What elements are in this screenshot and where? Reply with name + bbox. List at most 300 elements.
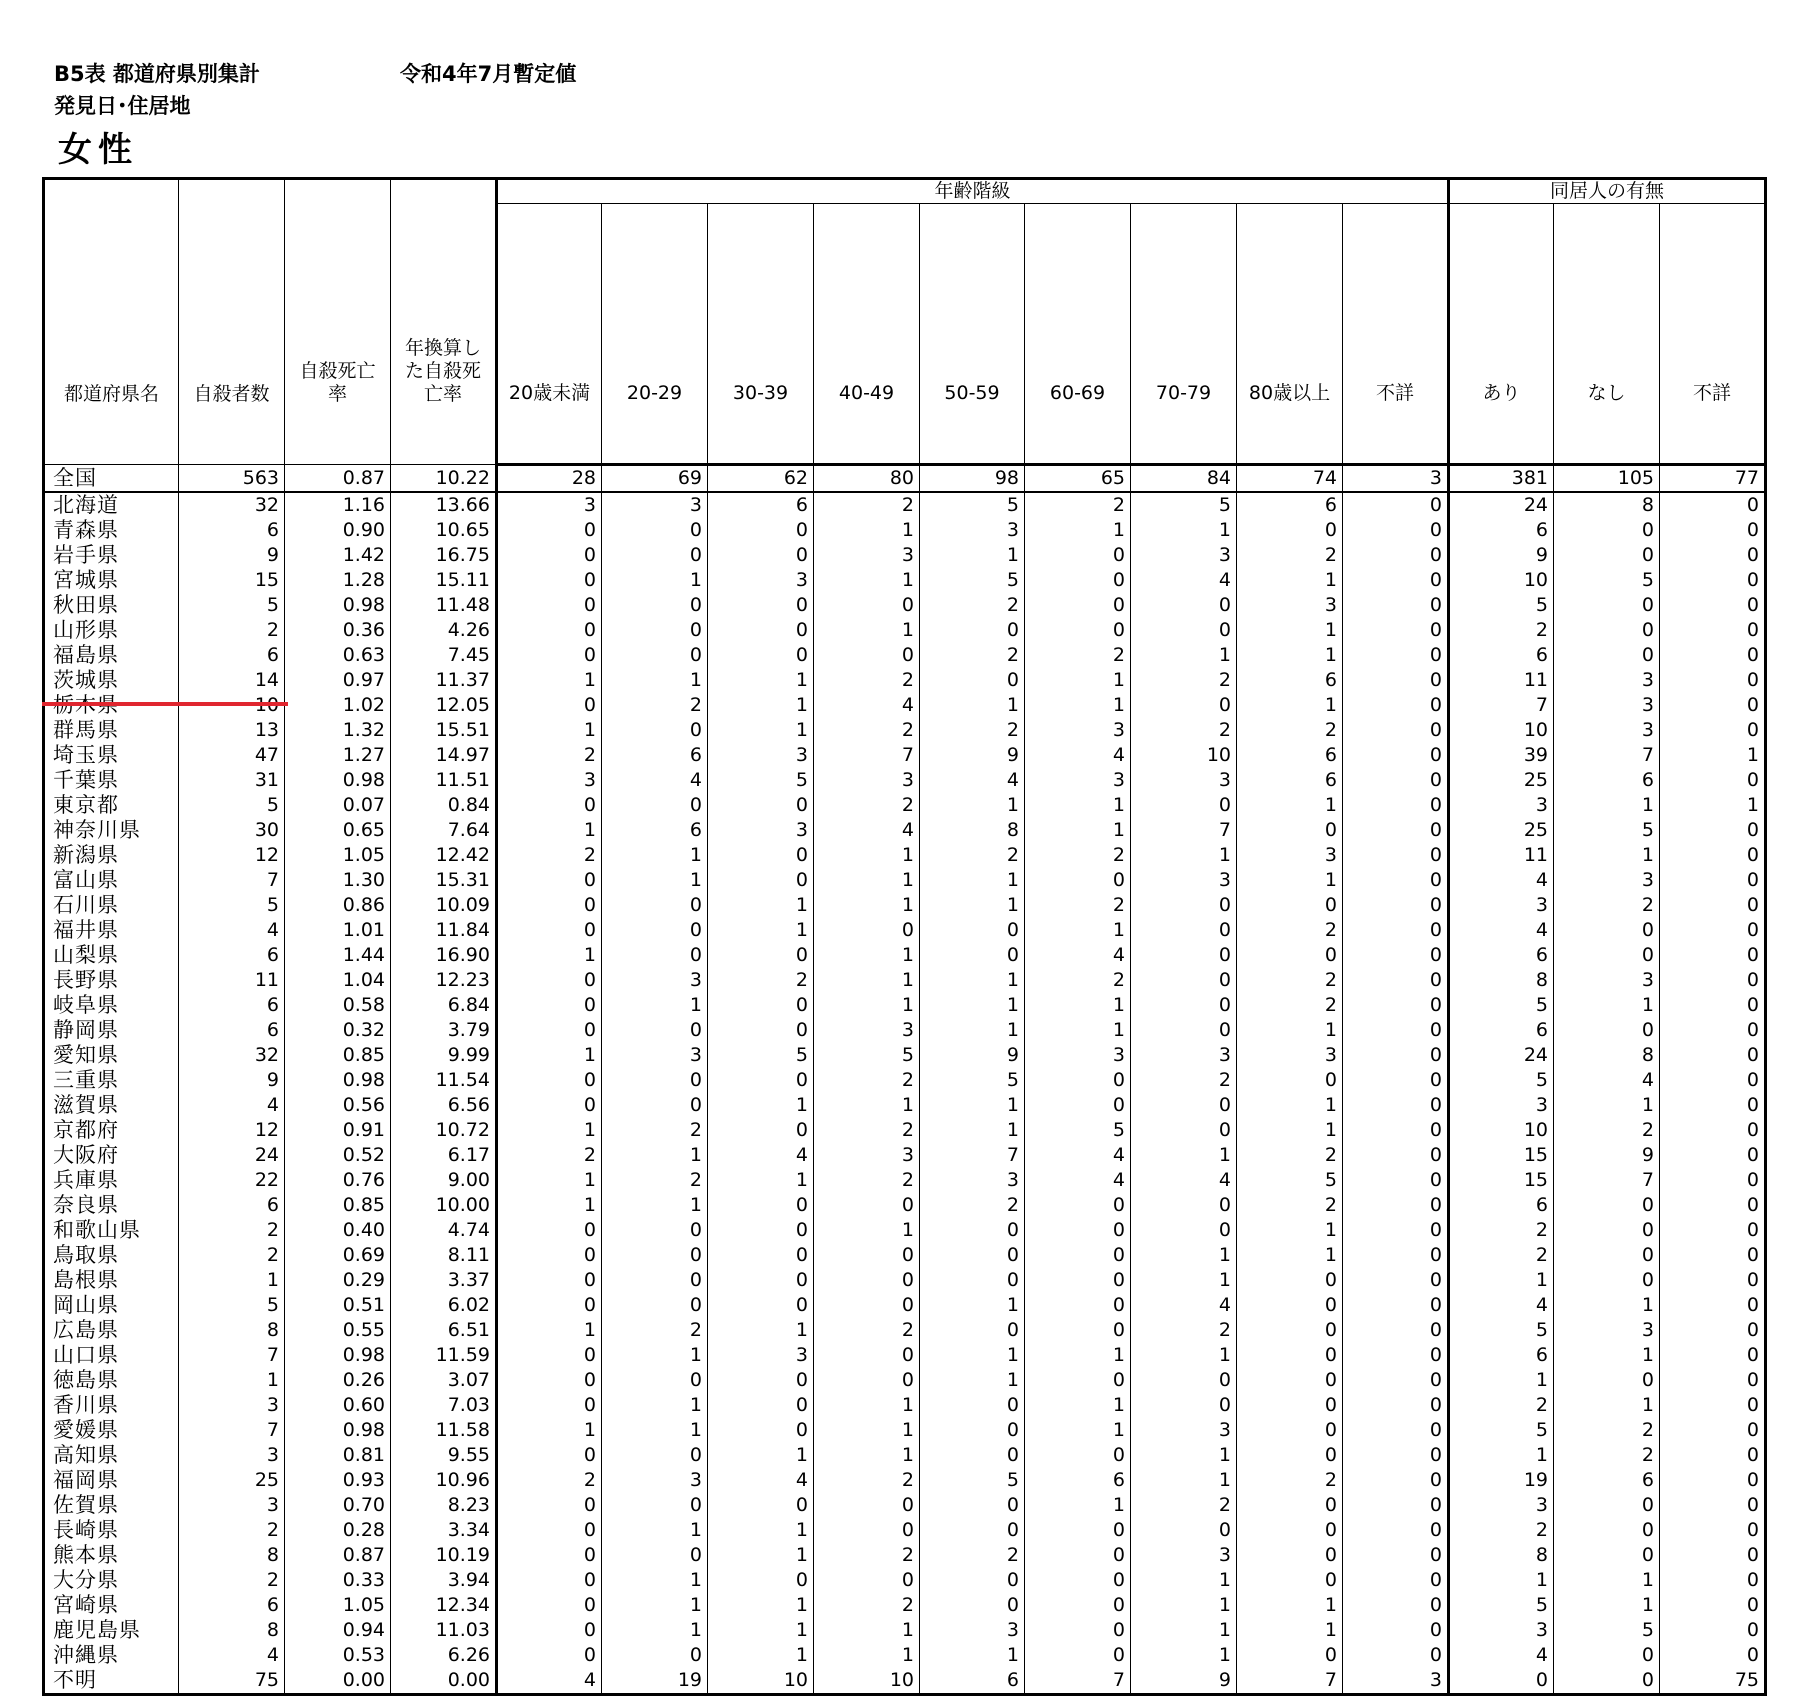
table-cell: 3	[497, 768, 602, 793]
table-cell: 2	[1025, 893, 1131, 918]
table-cell: 0	[1554, 543, 1660, 568]
table-row	[44, 568, 1766, 593]
prefecture-name: 徳島県	[44, 1368, 179, 1393]
table-cell: 1	[1554, 843, 1660, 868]
table-cell: 0.90	[285, 518, 391, 543]
table-cell: 0	[1660, 893, 1766, 918]
table-cell: 2	[602, 693, 708, 718]
table-cell: 0	[602, 1093, 708, 1118]
table-cell: 3	[1025, 1043, 1131, 1068]
table-cell: 0	[1131, 1393, 1237, 1418]
table-cell: 1	[708, 1318, 814, 1343]
prefecture-table	[42, 177, 1767, 1696]
table-cell: 0	[1660, 1243, 1766, 1268]
table-cell: 1	[1449, 1368, 1554, 1393]
table-cell: 6	[1449, 518, 1554, 543]
table-cell: 0	[1660, 1143, 1766, 1168]
table-cell: 0	[814, 1568, 920, 1593]
table-row	[44, 1518, 1766, 1543]
table-cell: 0	[497, 1268, 602, 1293]
table-cell: 0.33	[285, 1568, 391, 1593]
table-cell: 6.51	[391, 1318, 497, 1343]
table-cell: 19	[1449, 1468, 1554, 1493]
table-cell: 19	[602, 1668, 708, 1695]
table-cell: 0.28	[285, 1518, 391, 1543]
table-cell: 11.84	[391, 918, 497, 943]
table-cell: 3	[1554, 693, 1660, 718]
table-cell: 0	[1131, 943, 1237, 968]
table-cell: 10.65	[391, 518, 497, 543]
table-cell: 0	[920, 1443, 1025, 1468]
table-cell: 0	[1131, 1518, 1237, 1543]
table-cell: 0	[1343, 1268, 1449, 1293]
table-cell: 0	[1554, 618, 1660, 643]
table-cell: 3	[920, 1168, 1025, 1193]
table-cell: 2	[1025, 643, 1131, 668]
period-label: 令和4年7月暫定値	[400, 62, 577, 86]
table-cell: 0	[1660, 1368, 1766, 1393]
table-cell: 3.94	[391, 1568, 497, 1593]
table-cell: 4	[708, 1468, 814, 1493]
table-cell: 0	[602, 543, 708, 568]
table-cell: 15	[1449, 1168, 1554, 1193]
table-cell: 1	[1237, 793, 1343, 818]
table-cell: 1	[1025, 793, 1131, 818]
prefecture-name: 大分県	[44, 1568, 179, 1593]
table-cell: 2	[1554, 893, 1660, 918]
table-cell: 0	[814, 593, 920, 618]
table-cell: 10.00	[391, 1193, 497, 1218]
header-annual-rate-text: 年換算した自殺死亡率	[404, 337, 481, 405]
table-cell: 0.69	[285, 1243, 391, 1268]
table-cell: 0.60	[285, 1393, 391, 1418]
table-cell: 3	[1131, 768, 1237, 793]
table-cell: 0	[1343, 968, 1449, 993]
table-cell: 0	[602, 718, 708, 743]
table-cell: 1	[602, 1193, 708, 1218]
table-cell: 0	[1343, 1293, 1449, 1318]
table-cell: 3.07	[391, 1368, 497, 1393]
table-cell: 0	[1660, 1418, 1766, 1443]
table-cell: 7	[1131, 818, 1237, 843]
table-cell: 32	[179, 1043, 285, 1068]
prefecture-name: 京都府	[44, 1118, 179, 1143]
table-cell: 0.63	[285, 643, 391, 668]
table-cell: 4.26	[391, 618, 497, 643]
prefecture-name: 香川県	[44, 1393, 179, 1418]
table-row	[44, 693, 1766, 718]
table-cell: 0	[920, 1418, 1025, 1443]
table-cell: 0	[1343, 768, 1449, 793]
table-cell: 1	[497, 668, 602, 693]
table-cell: 0	[1554, 1543, 1660, 1568]
table-cell: 1	[920, 1343, 1025, 1368]
header-age-7: 80歳以上	[1237, 204, 1343, 465]
table-row	[44, 1118, 1766, 1143]
table-cell: 2	[602, 1118, 708, 1143]
table-cell: 0	[1025, 1593, 1131, 1618]
table-cell: 0	[1343, 843, 1449, 868]
table-cell: 84	[1131, 465, 1237, 493]
table-cell: 3	[708, 743, 814, 768]
prefecture-name: 不明	[44, 1668, 179, 1695]
table-cell: 0.29	[285, 1268, 391, 1293]
table-cell: 1	[602, 1568, 708, 1593]
header-prefecture: 都道府県名	[44, 179, 179, 465]
table-cell: 6	[602, 818, 708, 843]
table-cell: 11.48	[391, 593, 497, 618]
table-cell: 0.94	[285, 1618, 391, 1643]
table-cell: 0	[920, 1243, 1025, 1268]
table-cell: 11	[1449, 843, 1554, 868]
table-cell: 3	[602, 492, 708, 518]
table-cell: 4	[179, 1643, 285, 1668]
table-cell: 1	[1449, 1443, 1554, 1468]
table-cell: 6.56	[391, 1093, 497, 1118]
table-row	[44, 893, 1766, 918]
table-cell: 1	[1131, 1343, 1237, 1368]
table-cell: 1	[1237, 1118, 1343, 1143]
table-cell: 6	[1449, 1193, 1554, 1218]
table-cell: 0	[497, 1518, 602, 1543]
table-cell: 0	[1237, 1068, 1343, 1093]
table-cell: 7	[1449, 693, 1554, 718]
table-cell: 4	[1449, 1643, 1554, 1668]
table-cell: 0	[497, 568, 602, 593]
table-cell: 0	[497, 1443, 602, 1468]
table-cell: 3	[708, 568, 814, 593]
table-cell: 4	[1449, 918, 1554, 943]
table-cell: 0	[602, 918, 708, 943]
prefecture-name: 福島県	[44, 643, 179, 668]
table-cell: 0.53	[285, 1643, 391, 1668]
table-cell: 5	[708, 1043, 814, 1068]
table-cell: 6	[179, 993, 285, 1018]
table-cell: 1	[708, 1543, 814, 1568]
prefecture-name: 宮崎県	[44, 1593, 179, 1618]
table-cell: 0	[1131, 593, 1237, 618]
prefecture-name: 北海道	[44, 492, 179, 518]
table-cell: 0	[708, 1218, 814, 1243]
table-cell: 0	[1554, 1493, 1660, 1518]
table-cell: 0	[497, 993, 602, 1018]
table-cell: 24	[1449, 492, 1554, 518]
table-cell: 1	[708, 893, 814, 918]
table-cell: 0.52	[285, 1143, 391, 1168]
table-cell: 1	[814, 1418, 920, 1443]
table-cell: 9.00	[391, 1168, 497, 1193]
prefecture-name: 佐賀県	[44, 1493, 179, 1518]
table-cell: 105	[1554, 465, 1660, 493]
table-cell: 0.87	[285, 1543, 391, 1568]
table-cell: 10	[1449, 718, 1554, 743]
table-row	[44, 1243, 1766, 1268]
table-cell: 9	[179, 1068, 285, 1093]
table-cell: 3	[1449, 1618, 1554, 1643]
table-cell: 9	[920, 1043, 1025, 1068]
table-cell: 25	[179, 1468, 285, 1493]
table-cell: 1	[708, 1643, 814, 1668]
header-age-2: 30-39	[708, 204, 814, 465]
table-cell: 1	[1025, 993, 1131, 1018]
table-cell: 0	[1660, 1318, 1766, 1343]
table-cell: 1	[1554, 1568, 1660, 1593]
table-cell: 0	[1131, 618, 1237, 643]
table-cell: 7	[920, 1143, 1025, 1168]
table-cell: 0.85	[285, 1193, 391, 1218]
prefecture-name: 鹿児島県	[44, 1618, 179, 1643]
table-cell: 0	[814, 1518, 920, 1543]
table-cell: 6	[1237, 668, 1343, 693]
table-cell: 0	[1660, 1093, 1766, 1118]
table-cell: 0	[497, 968, 602, 993]
table-cell: 12	[179, 843, 285, 868]
header-age-0: 20歳未満	[497, 204, 602, 465]
prefecture-name: 千葉県	[44, 768, 179, 793]
table-cell: 5	[1449, 593, 1554, 618]
table-cell: 1	[497, 1318, 602, 1343]
table-cell: 0	[814, 1268, 920, 1293]
table-cell: 0	[708, 593, 814, 618]
table-cell: 2	[814, 1593, 920, 1618]
table-cell: 8	[1449, 968, 1554, 993]
table-cell: 0	[602, 518, 708, 543]
prefecture-name: 鳥取県	[44, 1243, 179, 1268]
table-cell: 2	[1237, 718, 1343, 743]
table-cell: 0	[1025, 543, 1131, 568]
table-cell: 0	[602, 1243, 708, 1268]
table-cell: 0	[1660, 593, 1766, 618]
table-cell: 0	[1131, 1093, 1237, 1118]
table-cell: 5	[179, 593, 285, 618]
table-cell: 6	[1449, 943, 1554, 968]
table-cell: 0	[1660, 718, 1766, 743]
header-cohab-2: 不詳	[1660, 204, 1766, 465]
prefecture-name: 東京都	[44, 793, 179, 818]
table-cell: 1	[1131, 1593, 1237, 1618]
table-cell: 1	[1237, 1018, 1343, 1043]
table-cell: 1	[814, 568, 920, 593]
prefecture-name: 山形県	[44, 618, 179, 643]
table-cell: 1	[1660, 743, 1766, 768]
table-cell: 0	[602, 793, 708, 818]
table-cell: 12.42	[391, 843, 497, 868]
table-cell: 0	[602, 1643, 708, 1668]
table-row	[44, 918, 1766, 943]
table-cell: 8	[920, 818, 1025, 843]
table-cell: 0	[920, 943, 1025, 968]
table-cell: 0	[1660, 1593, 1766, 1618]
table-cell: 3	[1131, 543, 1237, 568]
table-row	[44, 1018, 1766, 1043]
table-cell: 31	[179, 768, 285, 793]
table-cell: 11.59	[391, 1343, 497, 1368]
table-cell: 0	[497, 693, 602, 718]
table-cell: 0.36	[285, 618, 391, 643]
table-cell: 0	[708, 1243, 814, 1268]
prefecture-name: 青森県	[44, 518, 179, 543]
table-cell: 4	[920, 768, 1025, 793]
table-cell: 1	[1131, 1443, 1237, 1468]
table-cell: 0	[497, 1643, 602, 1668]
table-cell: 1	[1025, 1393, 1131, 1418]
table-cell: 6	[920, 1668, 1025, 1695]
table-cell: 0	[1343, 1343, 1449, 1368]
table-cell: 0	[1554, 1218, 1660, 1243]
table-cell: 11.03	[391, 1618, 497, 1643]
table-cell: 5	[1449, 1318, 1554, 1343]
table-cell: 0	[497, 1343, 602, 1368]
table-cell: 1	[1237, 568, 1343, 593]
table-cell: 8	[1554, 1043, 1660, 1068]
table-cell: 1	[1131, 843, 1237, 868]
table-cell: 13	[179, 718, 285, 743]
table-cell: 2	[814, 1468, 920, 1493]
table-cell: 1	[497, 1193, 602, 1218]
table-cell: 0	[1131, 1368, 1237, 1393]
table-cell: 0	[1343, 943, 1449, 968]
table-cell: 0	[708, 618, 814, 643]
table-cell: 0	[1660, 543, 1766, 568]
table-cell: 2	[1237, 1468, 1343, 1493]
table-cell: 2	[814, 1318, 920, 1343]
table-cell: 0	[602, 1218, 708, 1243]
table-cell: 0	[1660, 568, 1766, 593]
table-cell: 1.01	[285, 918, 391, 943]
table-cell: 1.32	[285, 718, 391, 743]
table-cell: 75	[179, 1668, 285, 1695]
table-cell: 0.93	[285, 1468, 391, 1493]
table-cell: 2	[1449, 1518, 1554, 1543]
table-cell: 0	[1343, 693, 1449, 718]
table-cell: 0.07	[285, 793, 391, 818]
table-cell: 0	[1025, 1443, 1131, 1468]
table-cell: 0	[497, 1393, 602, 1418]
table-cell: 69	[602, 465, 708, 493]
table-cell: 0	[920, 618, 1025, 643]
table-cell: 4	[1025, 743, 1131, 768]
table-cell: 2	[1131, 668, 1237, 693]
table-row	[44, 1318, 1766, 1343]
table-cell: 0.91	[285, 1118, 391, 1143]
table-cell: 3	[1131, 1418, 1237, 1443]
table-cell: 0	[920, 1518, 1025, 1543]
table-cell: 1	[602, 1143, 708, 1168]
table-cell: 0	[602, 643, 708, 668]
table-cell: 0	[497, 918, 602, 943]
table-row	[44, 1093, 1766, 1118]
table-cell: 0.26	[285, 1368, 391, 1393]
table-cell: 0	[1660, 1293, 1766, 1318]
table-cell: 0	[708, 1118, 814, 1143]
table-cell: 1	[1131, 1643, 1237, 1668]
table-cell: 3	[602, 1043, 708, 1068]
table-cell: 4	[497, 1668, 602, 1695]
table-cell: 0	[1237, 1343, 1343, 1368]
table-cell: 1	[920, 1643, 1025, 1668]
table-cell: 32	[179, 492, 285, 518]
table-cell: 0	[814, 1293, 920, 1318]
header-age-4: 50-59	[920, 204, 1025, 465]
table-cell: 0	[1025, 1618, 1131, 1643]
table-cell: 4	[179, 1093, 285, 1118]
table-cell: 3	[1554, 868, 1660, 893]
table-cell: 0	[1237, 893, 1343, 918]
table-cell: 0	[1660, 1343, 1766, 1368]
prefecture-name: 島根県	[44, 1268, 179, 1293]
table-cell: 0	[1343, 1318, 1449, 1343]
prefecture-name: 岩手県	[44, 543, 179, 568]
table-cell: 15.51	[391, 718, 497, 743]
table-cell: 1	[814, 1218, 920, 1243]
table-cell: 98	[920, 465, 1025, 493]
table-cell: 6	[708, 492, 814, 518]
table-cell: 0.65	[285, 818, 391, 843]
table-cell: 24	[179, 1143, 285, 1168]
table-cell: 2	[920, 843, 1025, 868]
table-cell: 3.37	[391, 1268, 497, 1293]
table-cell: 22	[179, 1168, 285, 1193]
table-cell: 2	[1237, 543, 1343, 568]
table-row	[44, 1668, 1766, 1695]
table-cell: 0	[1554, 1268, 1660, 1293]
table-cell: 0	[497, 793, 602, 818]
table-cell: 0	[1131, 918, 1237, 943]
table-cell: 0	[1343, 1418, 1449, 1443]
table-cell: 3	[814, 768, 920, 793]
table-cell: 24	[1449, 1043, 1554, 1068]
prefecture-name: 岐阜県	[44, 993, 179, 1018]
table-cell: 0	[497, 1218, 602, 1243]
table-cell: 0	[1131, 993, 1237, 1018]
table-cell: 3	[1237, 843, 1343, 868]
table-cell: 0.81	[285, 1443, 391, 1468]
table-cell: 0	[1343, 1468, 1449, 1493]
table-cell: 3.34	[391, 1518, 497, 1543]
table-cell: 0	[1554, 943, 1660, 968]
table-cell: 4	[814, 818, 920, 843]
table-cell: 2	[1554, 1418, 1660, 1443]
table-cell: 0	[708, 1368, 814, 1393]
table-row	[44, 843, 1766, 868]
table-cell: 6	[179, 943, 285, 968]
table-cell: 1.04	[285, 968, 391, 993]
table-cell: 0	[920, 668, 1025, 693]
prefecture-name: 奈良県	[44, 1193, 179, 1218]
table-cell: 0	[1660, 492, 1766, 518]
table-cell: 0	[1660, 843, 1766, 868]
header-rate-text: 自殺死亡率	[299, 360, 376, 405]
table-cell: 9	[1449, 543, 1554, 568]
table-cell: 5	[920, 1068, 1025, 1093]
table-cell: 0	[1343, 1043, 1449, 1068]
table-cell: 3	[1554, 1318, 1660, 1343]
table-cell: 0	[814, 1343, 920, 1368]
header-cohabitant: 同居人の有無	[1449, 179, 1766, 204]
table-cell: 0	[1660, 768, 1766, 793]
table-cell: 1	[708, 1618, 814, 1643]
table-row	[44, 743, 1766, 768]
table-cell: 2	[179, 618, 285, 643]
table-cell: 0	[1660, 693, 1766, 718]
table-cell: 11.51	[391, 768, 497, 793]
table-cell: 1	[602, 1518, 708, 1543]
table-cell: 0	[602, 1268, 708, 1293]
table-cell: 3	[1343, 465, 1449, 493]
table-cell: 563	[179, 465, 285, 493]
table-cell: 1	[1131, 1468, 1237, 1493]
table-cell: 3	[1449, 1493, 1554, 1518]
